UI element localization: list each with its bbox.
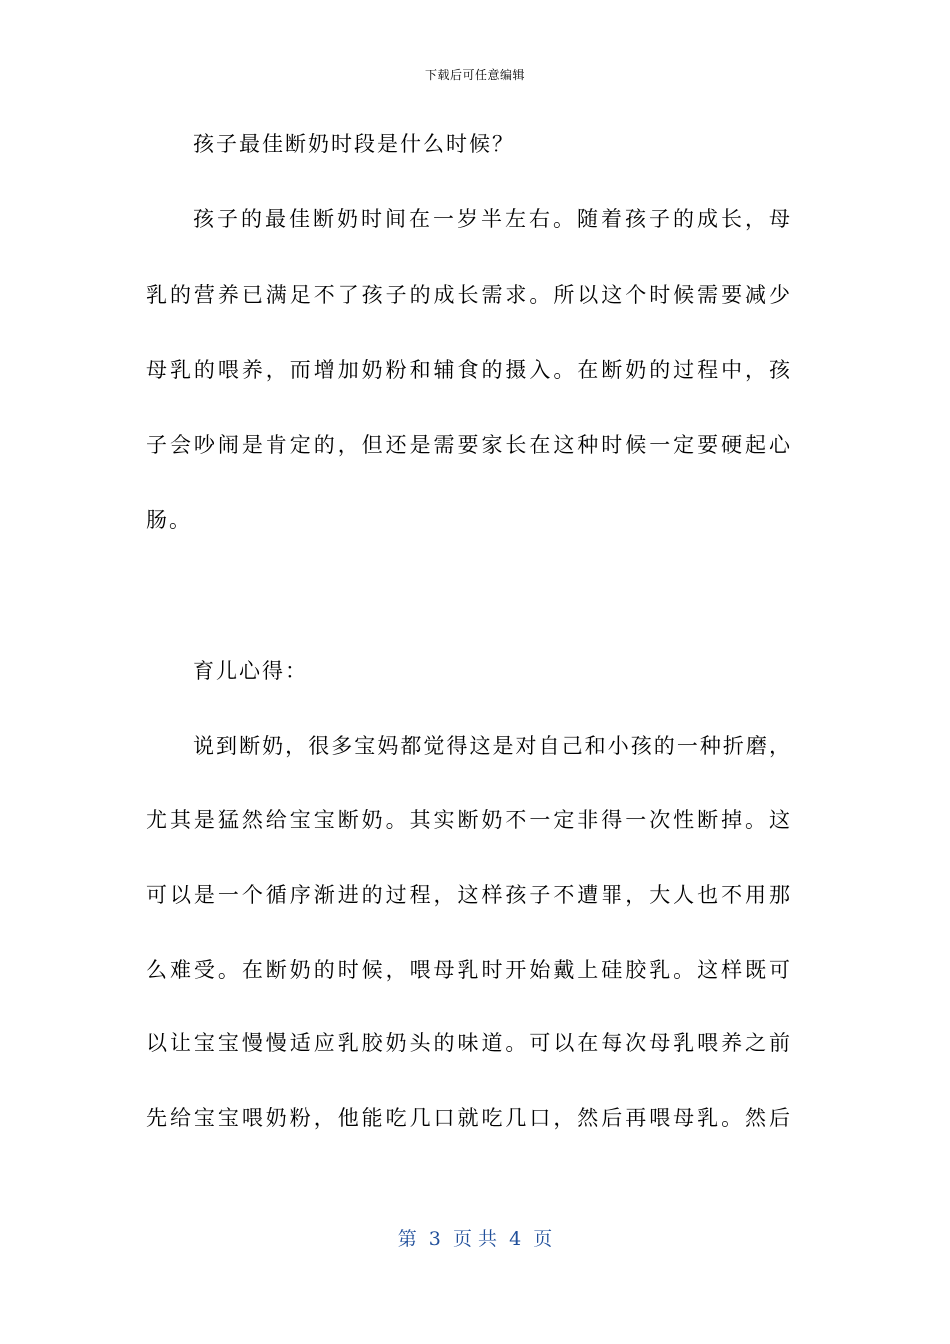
paragraph-line: 孩子的最佳断奶时间在一岁半左右。随着孩子的成长，母 — [193, 207, 792, 231]
paragraph-line: 乳的营养已满足不了孩子的成长需求。所以这个时候需要减少 — [146, 283, 792, 307]
paragraph-line: 子会吵闹是肯定的，但还是需要家长在这种时候一定要硬起心 — [146, 433, 792, 457]
section-heading-weaning-time: 孩子最佳断奶时段是什么时候？ — [193, 132, 515, 156]
paragraph-line: 可以是一个循序渐进的过程，这样孩子不遭罪，大人也不用那 — [146, 883, 792, 907]
section-heading-parenting-notes: 育儿心得： — [193, 659, 308, 683]
paragraph-line: 先给宝宝喂奶粉，他能吃几口就吃几口，然后再喂母乳。然后 — [146, 1106, 792, 1130]
paragraph-line: 么难受。在断奶的时候，喂母乳时开始戴上硅胶乳。这样既可 — [146, 958, 792, 982]
paragraph-line: 母乳的喂养，而增加奶粉和辅食的摄入。在断奶的过程中，孩 — [146, 358, 792, 382]
page-header-note: 下载后可任意编辑 — [424, 68, 525, 82]
paragraph-line: 以让宝宝慢慢适应乳胶奶头的味道。可以在每次母乳喂养之前 — [146, 1031, 792, 1055]
page-number-footer: 第 3 页 共 4 页 — [397, 1228, 553, 1250]
paragraph-line: 尤其是猛然给宝宝断奶。其实断奶不一定非得一次性断掉。这 — [146, 808, 792, 832]
paragraph-line: 肠。 — [146, 508, 192, 532]
paragraph-line: 说到断奶，很多宝妈都觉得这是对自己和小孩的一种折磨， — [193, 734, 792, 758]
